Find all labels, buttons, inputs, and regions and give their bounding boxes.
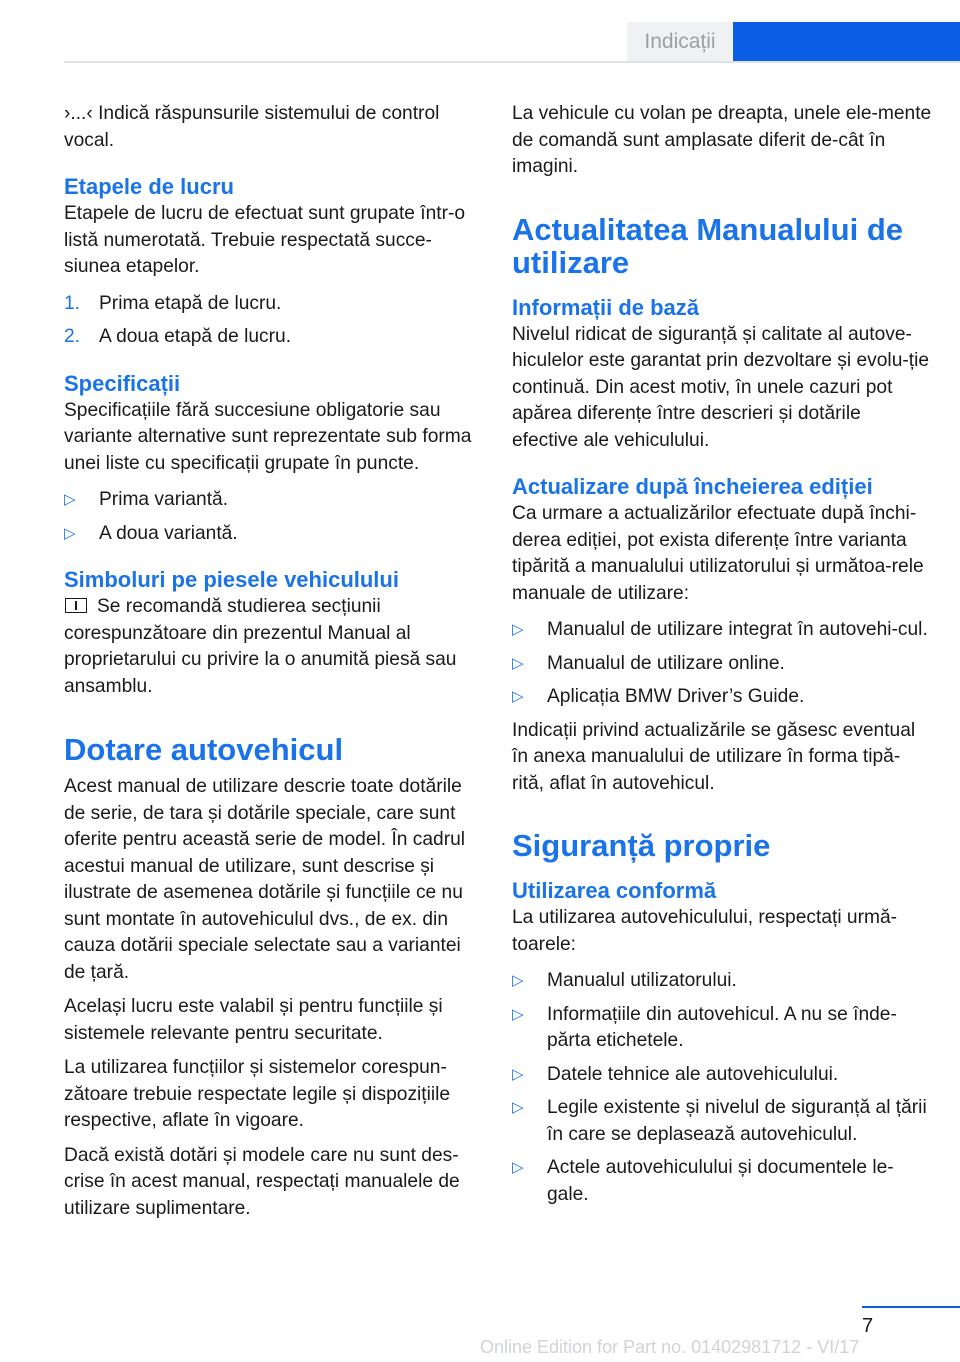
work-steps-text: Etapele de lucru de efectuat sunt grupate într-o listă numerotată. Trebuie respectată succe-siunea etapelor.	[64, 203, 466, 277]
footer-accent-rule	[862, 1306, 960, 1308]
triangle-bullet-icon: ▷	[512, 654, 524, 672]
heading-work-steps: Etapele de lucru	[64, 174, 234, 199]
equipment-paragraph-3: La utilizarea funcțiilor și sistemelor corespun-zătoare trebuie respectate legile și dispozițiile respective, aflate în vigoare.	[64, 1057, 451, 1131]
header-divider	[64, 61, 960, 63]
specifications-text: Specificațiile fără succesiune obligatorie sau variante alternative sunt reprezentate sub forma unei liste cu specificații grupate în puncte.	[64, 399, 472, 474]
list-item	[512, 968, 932, 995]
section-header-tab	[627, 22, 733, 62]
equipment-paragraph-1: Acest manual de utilizare descrie toate dotările de serie, de tara și dotările speciale, care sunt oferite pentru această serie de model. În cadrul acestui manual de utilizare, sunt descrise și ilustrate de asemenea dotările și funcțiile ce nu sunt montate în autovehiculul dvs., de ex. din cauza dotării speciale selectate sau a variantei de țară.	[64, 776, 466, 983]
list-item	[512, 1155, 932, 1208]
triangle-bullet-icon: ▷	[512, 1005, 524, 1023]
basic-info-text: Nivelul ridicat de siguranță și calitate al autove-hiculelor este garantat prin dezvoltare și evolu-ție continuă. Din acest motiv, în unele cazuri pot apărea diferențe între descrieri și dotările efective ale vehiculului.	[512, 323, 930, 451]
list-item-text: Manualul utilizatorului.	[547, 970, 737, 991]
list-item-text: Actele autovehiculului și documentele le-gale.	[547, 1157, 894, 1205]
heading-vehicle-equipment: Dotare autovehicul	[64, 732, 344, 767]
intended-use-list	[512, 968, 932, 1208]
step-text: Prima etapă de lucru.	[99, 292, 282, 314]
heading-manual-actuality: Actualitatea Manualului de utilizare	[512, 211, 904, 280]
heading-intended-use: Utilizarea conformă	[512, 878, 717, 903]
triangle-bullet-icon: ▷	[512, 1065, 524, 1083]
right-column	[512, 101, 932, 1215]
intro-paragraph: ›...‹ Indică răspunsurile sistemului de control vocal.	[64, 103, 440, 151]
list-item	[64, 291, 480, 318]
triangle-bullet-icon: ▷	[512, 621, 524, 638]
list-item-text: Informațiile din autovehicul. A nu se înde-părta etichetele.	[547, 1003, 897, 1051]
vehicle-symbols-body: Se recomandă studierea secțiunii corespunzătoare din prezentul Manual al proprietarului cu privire la o anumită piesă sau ansamblu.	[64, 596, 457, 697]
list-item-text: A doua variantă.	[99, 522, 238, 544]
heading-vehicle-symbols: Simboluri pe piesele vehiculului	[64, 567, 399, 592]
list-item-text: Prima variantă.	[99, 489, 229, 510]
list-item	[512, 1095, 932, 1148]
intended-use-text: La utilizarea autovehiculului, respectați urmă-toarele:	[512, 907, 898, 955]
triangle-bullet-icon: ▷	[512, 688, 524, 705]
list-item	[512, 651, 932, 678]
list-item	[512, 617, 932, 644]
step-text: A doua etapă de lucru.	[99, 326, 292, 347]
header-accent-bar	[733, 22, 960, 62]
manuals-list	[512, 617, 932, 711]
work-steps-list	[64, 291, 480, 351]
rhd-paragraph: La vehicule cu volan pe dreapta, unele ele-mente de comandă sunt amplasate diferit de-cât în imagini.	[512, 103, 932, 177]
vehicle-symbols-text	[64, 594, 480, 700]
list-item	[64, 521, 480, 548]
list-item	[512, 1062, 932, 1089]
list-item	[64, 324, 480, 351]
triangle-bullet-icon: ▷	[512, 972, 524, 989]
post-edition-update-text: Ca urmare a actualizărilor efectuate după închi-derea ediției, pot exista diferențe între varianta tipărită a manualului utilizatorului și următoa-rele manuale de utilizare:	[512, 503, 924, 604]
triangle-bullet-icon: ▷	[64, 524, 76, 542]
manual-symbol-icon	[65, 598, 87, 613]
update-notes-text: Indicații privind actualizările se găsesc eventual în anexa manualului de utilizare în forma tipă-rită, aflat în autovehicul.	[512, 719, 916, 794]
list-item-text: Legile existente și nivelul de siguranță al țării în care se deplasează autovehiculul.	[547, 1097, 927, 1145]
list-item	[512, 684, 932, 711]
list-item-text: Manualul de utilizare online.	[547, 652, 785, 674]
heading-own-safety: Siguranță proprie	[512, 828, 771, 863]
list-item-text: Datele tehnice ale autovehiculului.	[547, 1063, 839, 1085]
specifications-list	[64, 487, 480, 547]
left-column	[64, 101, 480, 1222]
heading-specifications: Specificații	[64, 370, 181, 396]
equipment-paragraph-4: Dacă există dotări și modele care nu sunt des-crise în acest manual, respectați manualele de utilizare suplimentare.	[64, 1144, 460, 1219]
list-item-text: Aplicația BMW Driver’s Guide.	[547, 686, 805, 707]
page-number: 7	[862, 1315, 874, 1337]
triangle-bullet-icon: ▷	[512, 1099, 524, 1116]
triangle-bullet-icon: ▷	[64, 491, 76, 508]
step-number: 2.	[64, 326, 81, 347]
heading-post-edition-update: Actualizare după încheierea ediției	[512, 474, 873, 499]
list-item	[512, 1002, 932, 1055]
heading-basic-info: Informații de bază	[512, 294, 700, 320]
equipment-paragraph-2: Același lucru este valabil și pentru funcțiile și sistemele relevante pentru securitate.	[64, 996, 443, 1044]
edition-watermark: Online Edition for Part no. 01402981712 - VI/17	[480, 1337, 860, 1357]
section-title: Indicații	[644, 30, 716, 53]
step-number: 1.	[64, 292, 81, 314]
triangle-bullet-icon: ▷	[512, 1159, 524, 1176]
list-item	[64, 487, 480, 514]
list-item-text: Manualul de utilizare integrat în autovehi-cul.	[547, 619, 928, 640]
